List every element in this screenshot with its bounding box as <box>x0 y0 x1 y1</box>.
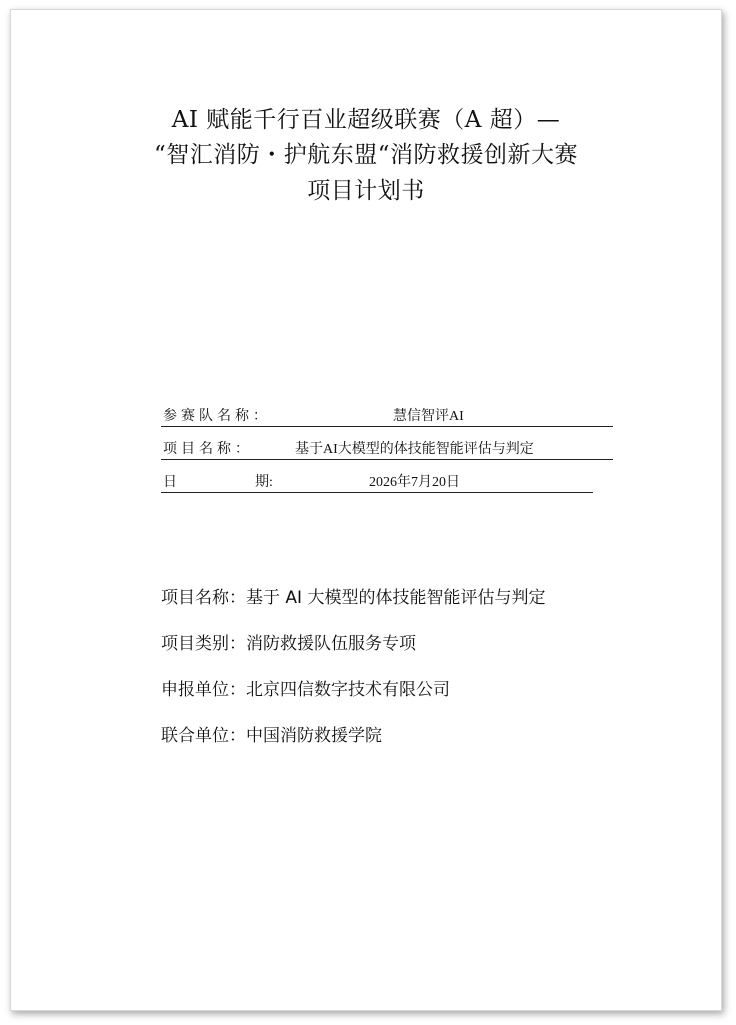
title-line-2: “智汇消防・护航东盟“消防救援创新大赛 <box>153 142 579 168</box>
info-applicant: 申报单位：北京四信数字技术有限公司 <box>161 680 450 700</box>
date-field <box>161 470 593 493</box>
title-line-3: 项目计划书 <box>307 178 425 204</box>
team-name-field <box>161 404 613 427</box>
title-line-1: AI 赋能千行百业超级联赛（A 超）— <box>171 107 561 133</box>
team-name-value: 慧信智评AI <box>393 409 464 424</box>
project-name-value: 基于AI大模型的体技能智能评估与判定 <box>295 442 534 457</box>
date-value: 2026年7月20日 <box>369 475 460 490</box>
info-partner: 联合单位：中国消防救援学院 <box>161 726 382 746</box>
project-name-label: 项目名称： <box>163 442 253 457</box>
info-project-name: 项目名称：基于 AI 大模型的体技能智能评估与判定 <box>161 588 546 608</box>
info-project-category: 项目类别：消防救援队伍服务专项 <box>161 634 416 654</box>
project-name-field <box>161 437 613 460</box>
date-label-first: 日 <box>163 475 177 490</box>
date-label-second: 期: <box>255 475 273 490</box>
team-name-label: 参赛队名称： <box>163 409 271 424</box>
document-page <box>10 9 722 1011</box>
